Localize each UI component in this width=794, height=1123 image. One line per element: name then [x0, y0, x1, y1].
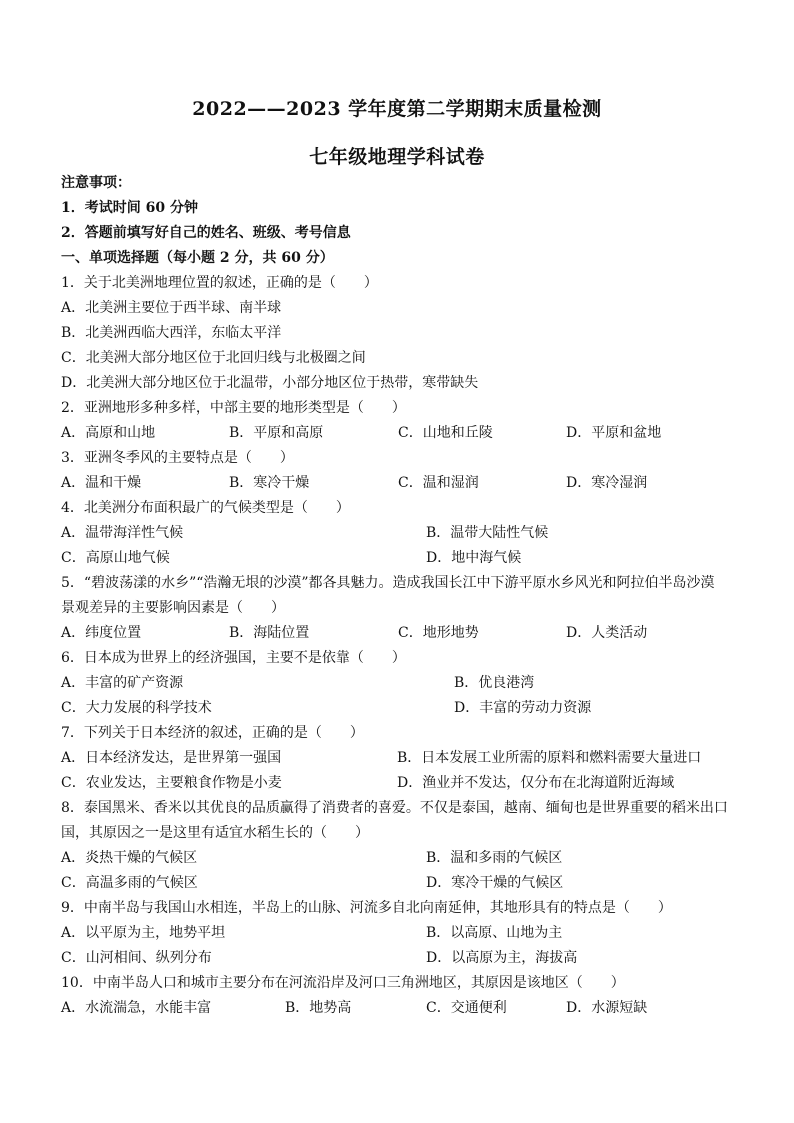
- option[interactable]: D．水源短缺: [566, 1000, 648, 1016]
- option[interactable]: B．温和多雨的气候区: [426, 850, 563, 866]
- exam-title: 2022——2023 学年度第二学期期末质量检测: [192, 98, 602, 120]
- option[interactable]: A．以平原为主，地势平坦: [61, 925, 226, 941]
- question-stem: 10．中南半岛人口和城市主要分布在河流沿岸及河口三角洲地区，其原因是该地区（ ）: [61, 975, 625, 991]
- option[interactable]: C．高温多雨的气候区: [61, 875, 198, 891]
- option[interactable]: A．高原和山地: [61, 425, 156, 441]
- question-stem: 5．“碧波荡漾的水乡”“浩瀚无垠的沙漠”都各具魅力。造成我国长江中下游平原水乡风光和阿拉伯半岛沙漠: [61, 575, 715, 591]
- option[interactable]: B．以高原、山地为主: [426, 925, 563, 941]
- option[interactable]: A．纬度位置: [61, 625, 142, 641]
- option[interactable]: A．日本经济发达，是世界第一强国: [61, 750, 282, 766]
- option[interactable]: C．大力发展的科学技术: [61, 700, 212, 716]
- option[interactable]: A．水流湍急，水能丰富: [61, 1000, 212, 1016]
- option[interactable]: B．地势高: [285, 1000, 352, 1016]
- option[interactable]: A．温和干燥: [61, 475, 142, 491]
- option[interactable]: D．地中海气候: [426, 550, 522, 566]
- question-stem: 2．亚洲地形多种多样，中部主要的地形类型是（ ）: [61, 400, 406, 416]
- question-stem: 7．下列关于日本经济的叙述，正确的是（ ）: [61, 725, 364, 741]
- option[interactable]: B．海陆位置: [229, 625, 310, 641]
- question-stem: 6．日本成为世界上的经济强国，主要不是依靠（ ）: [61, 650, 406, 666]
- option[interactable]: B．寒冷干燥: [229, 475, 310, 491]
- option[interactable]: C．高原山地气候: [61, 550, 170, 566]
- option[interactable]: D．北美洲大部分地区位于北温带，小部分地区位于热带，寒带缺失: [61, 375, 479, 391]
- question-stem: 4．北美洲分布面积最广的气候类型是（ ）: [61, 500, 350, 516]
- option[interactable]: D．平原和盆地: [566, 425, 662, 441]
- option[interactable]: B．日本发展工业所需的原料和燃料需要大量进口: [397, 750, 702, 766]
- question-stem: 9．中南半岛与我国山水相连，半岛上的山脉、河流多自北向南延伸，其地形具有的特点是（ ）: [61, 900, 672, 916]
- option[interactable]: B．北美洲西临大西洋，东临太平洋: [61, 325, 282, 341]
- option[interactable]: C．地形地势: [398, 625, 479, 641]
- option[interactable]: A．温带海洋性气候: [61, 525, 184, 541]
- question-stem: 8．泰国黑米、香米以其优良的品质赢得了消费者的喜爱。不仅是泰国，越南、缅甸也是世界重要的稻米出口: [61, 800, 728, 816]
- option[interactable]: D．寒冷湿润: [566, 475, 648, 491]
- notice-item: 1．考试时间 60 分钟: [61, 200, 198, 216]
- option[interactable]: D．渔业并不发达，仅分布在北海道附近海域: [397, 775, 675, 791]
- option[interactable]: A．北美洲主要位于西半球、南半球: [61, 300, 282, 316]
- exam-subtitle: 七年级地理学科试卷: [309, 146, 485, 168]
- option[interactable]: C．山河相间、纵列分布: [61, 950, 212, 966]
- option[interactable]: C．农业发达，主要粮食作物是小麦: [61, 775, 282, 791]
- option[interactable]: C．山地和丘陵: [398, 425, 493, 441]
- option[interactable]: D．以高原为主，海拔高: [426, 950, 578, 966]
- option[interactable]: D．寒冷干燥的气候区: [426, 875, 564, 891]
- question-stem-continued: 景观差异的主要影响因素是（ ）: [61, 600, 285, 616]
- option[interactable]: B．平原和高原: [229, 425, 324, 441]
- option[interactable]: C．温和湿润: [398, 475, 479, 491]
- option[interactable]: A．丰富的矿产资源: [61, 675, 184, 691]
- option[interactable]: B．优良港湾: [454, 675, 535, 691]
- notice-item: 2．答题前填写好自己的姓名、班级、考号信息: [61, 225, 351, 241]
- question-stem: 3．亚洲冬季风的主要特点是（ ）: [61, 450, 294, 466]
- option[interactable]: D．丰富的劳动力资源: [454, 700, 592, 716]
- option[interactable]: C．北美洲大部分地区位于北回归线与北极圈之间: [61, 350, 366, 366]
- question-stem-continued: 国，其原因之一是这里有适宜水稻生长的（ ）: [61, 825, 369, 841]
- notice-heading: 注意事项：: [61, 175, 131, 191]
- option[interactable]: D．人类活动: [566, 625, 648, 641]
- section-heading: 一、单项选择题（每小题 2 分，共 60 分）: [61, 250, 334, 266]
- option[interactable]: A．炎热干燥的气候区: [61, 850, 198, 866]
- option[interactable]: C．交通便利: [426, 1000, 507, 1016]
- question-stem: 1．关于北美洲地理位置的叙述，正确的是（ ）: [61, 275, 378, 291]
- option[interactable]: B．温带大陆性气候: [426, 525, 549, 541]
